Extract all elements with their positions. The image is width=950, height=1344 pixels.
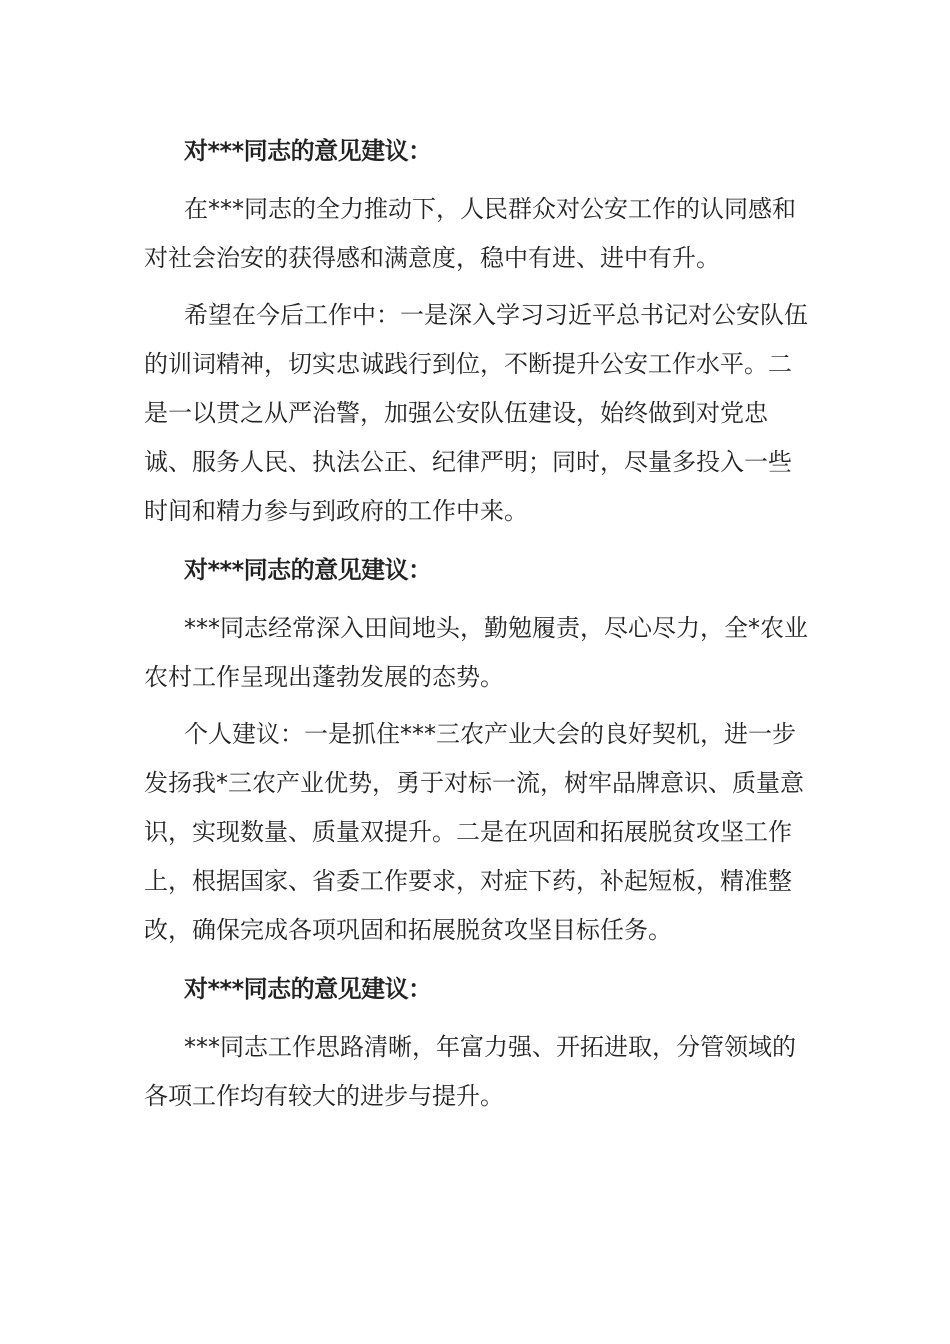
- section-heading: 对***同志的意见建议：: [184, 975, 432, 1003]
- section-paragraph: ***同志经常深入田间地头，勤勉履责，尽心尽力，全*农业农村工作呈现出蓬勃发展的态势。: [144, 614, 808, 691]
- section-paragraph: 在***同志的全力推动下，人民群众对公安工作的认同感和对社会治安的获得感和满意度，稳中有进、进中有升。: [144, 195, 796, 272]
- section-heading: 对***同志的意见建议：: [184, 556, 432, 584]
- section-heading: 对***同志的意见建议：: [184, 137, 432, 165]
- section-paragraph: 希望在今后工作中：一是深入学习习近平总书记对公安队伍的训词精神，切实忠诚践行到位，不断提升公安工作水平。二是一以贯之从严治警，加强公安队伍建设，始终做到对党忠诚、服务人民、执法公正、纪律严明；同时，尽量多投入一些时间和精力参与到政府的工作中来。: [144, 301, 808, 525]
- document-body: [144, 125, 809, 1129]
- section-paragraph: 个人建议：一是抓住***三农产业大会的良好契机，进一步发扬我*三农产业优势，勇于对标一流，树牢品牌意识、质量意识，实现数量、质量双提升。二是在巩固和拓展脱贫攻坚工作上，根据国家、省委工作要求，对症下药，补起短板，精准整改，确保完成各项巩固和拓展脱贫攻坚目标任务。: [144, 720, 804, 944]
- section-paragraph: ***同志工作思路清晰，年富力强、开拓进取，分管领域的各项工作均有较大的进步与提升。: [144, 1033, 796, 1110]
